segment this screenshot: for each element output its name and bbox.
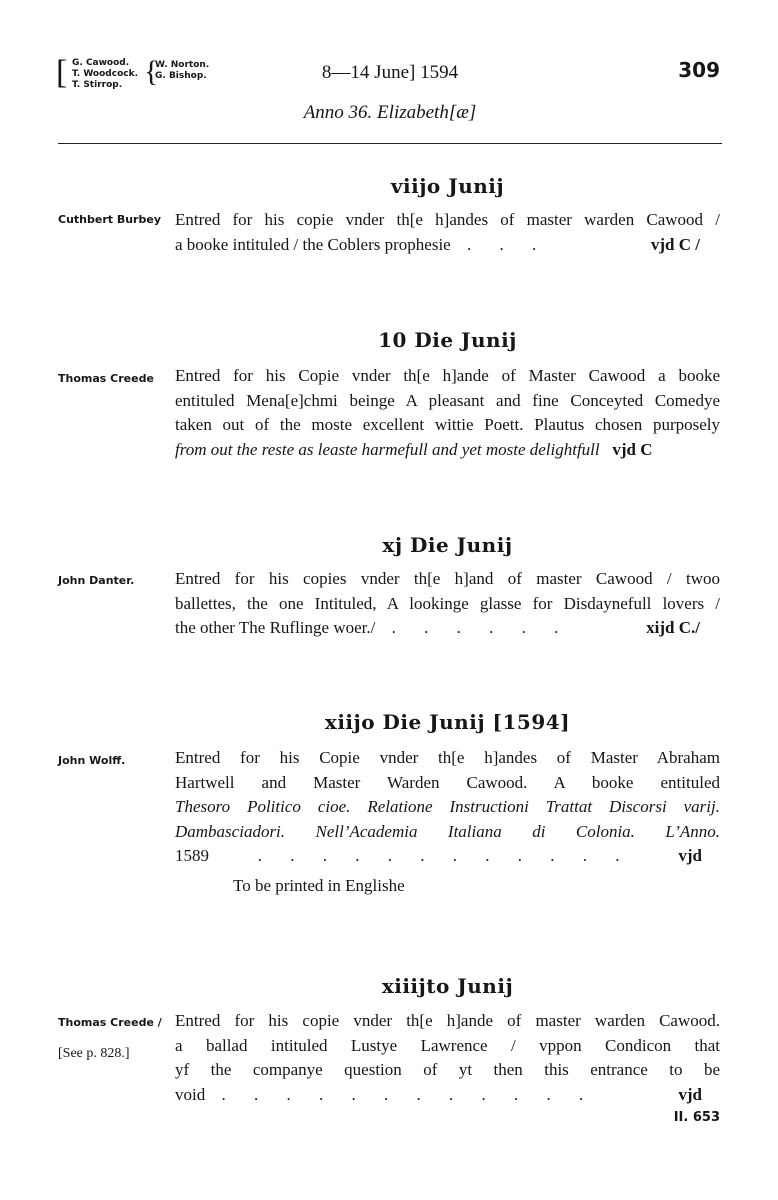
entry-line: ballettes, the one Intituled, A lookinge glasse for Disdaynefull lovers / [175, 593, 720, 613]
running-title: 8—14 June] 1594 [321, 62, 459, 83]
stationer-name: John Danter. [58, 574, 135, 587]
signature-mark: II. 653 [673, 1110, 720, 1125]
fee: vjd [678, 1084, 702, 1104]
register-entry [175, 1009, 720, 1107]
entry-line: Entred for his Copie vnder th[e h]ande of Master Cawood a booke [175, 366, 720, 385]
brace: { [144, 55, 159, 88]
warden-name: G. Cawood. [72, 58, 130, 68]
fee: vjd C [612, 439, 653, 459]
warden-name: G. Bishop. [155, 71, 207, 81]
register-entry [175, 746, 720, 869]
entry-line: from out the reste as leaste harmefull and yet moste delightfull vjd C [175, 439, 653, 459]
running-subtitle: Anno 36. Elizabeth[æ] [303, 102, 477, 123]
date-heading: xiiijto Junij [381, 974, 514, 998]
entry-line: a ballad intituled Lustye Lawrence / vppon Condicon that [175, 1035, 720, 1055]
warden-name: W. Norton. [155, 60, 210, 70]
stationer-name: John Wolff. [58, 754, 126, 767]
entry-line: taken out of the moste excellent wittie Poett. Plautus chosen purposely [175, 415, 720, 434]
entry-line: 1589 . . . . . . . . . . . . vjd [175, 844, 720, 869]
register-entry [175, 208, 720, 257]
entry-line: yf the companye question of yt then this entrance to be [175, 1060, 720, 1079]
register-entry [175, 364, 720, 462]
entry-line: Entred for his copies vnder th[e h]and of master Cawood / twoo [175, 569, 720, 588]
entry-line: Hartwell and Master Warden Cawood. A booke entituled [175, 772, 720, 792]
date-heading: xj Die Junij [382, 533, 513, 557]
left-bracket: [ [56, 54, 68, 91]
fee: vjd C / [650, 234, 700, 254]
stationer-name: Cuthbert Burbey [58, 213, 161, 226]
cross-reference: [See p. 828.] [58, 1046, 130, 1061]
header-rule [58, 143, 722, 144]
warden-name: T. Stirrop. [72, 80, 123, 90]
date-heading: viijo Junij [390, 174, 505, 198]
entry-line: entituled Mena[e]chmi beinge A pleasant and fine Conceyted Comedye [175, 390, 720, 410]
entry-line: a booke intituled / the Coblers prophesie . . . vjd C / [175, 233, 720, 258]
date-heading: 10 Die Junij [378, 328, 517, 352]
register-entry [175, 567, 720, 641]
stationer-name: Thomas Creede / [58, 1016, 162, 1029]
entry-line: Entred for his Copie vnder th[e h]andes of Master Abraham [175, 748, 720, 767]
stationer-name: Thomas Creede [58, 372, 154, 385]
page-number: 309 [678, 58, 720, 82]
entry-line: Dambasciadori. Nell’Academia Italiana di Colonia. L’Anno. [175, 821, 720, 841]
entry-note: To be printed in Englishe [233, 876, 405, 895]
fee: xijd C./ [646, 618, 700, 637]
entry-line: Thesoro Politico cioe. Relatione Instructioni Trattat Discorsi varij. [175, 797, 720, 816]
warden-name: T. Woodcock. [72, 69, 138, 79]
entry-line: void . . . . . . . . . . . . vjd [175, 1083, 720, 1108]
entry-line: the other The Ruflinge woer./ . . . . . . xijd C./ [175, 616, 720, 641]
date-heading: xiijo Die Junij [1594] [324, 710, 571, 734]
entry-line: Entred for his copie vnder th[e h]ande of master warden Cawood. [175, 1011, 720, 1030]
entry-line: Entred for his copie vnder th[e h]andes of master warden Cawood / [175, 210, 720, 229]
fee: vjd [678, 846, 702, 865]
